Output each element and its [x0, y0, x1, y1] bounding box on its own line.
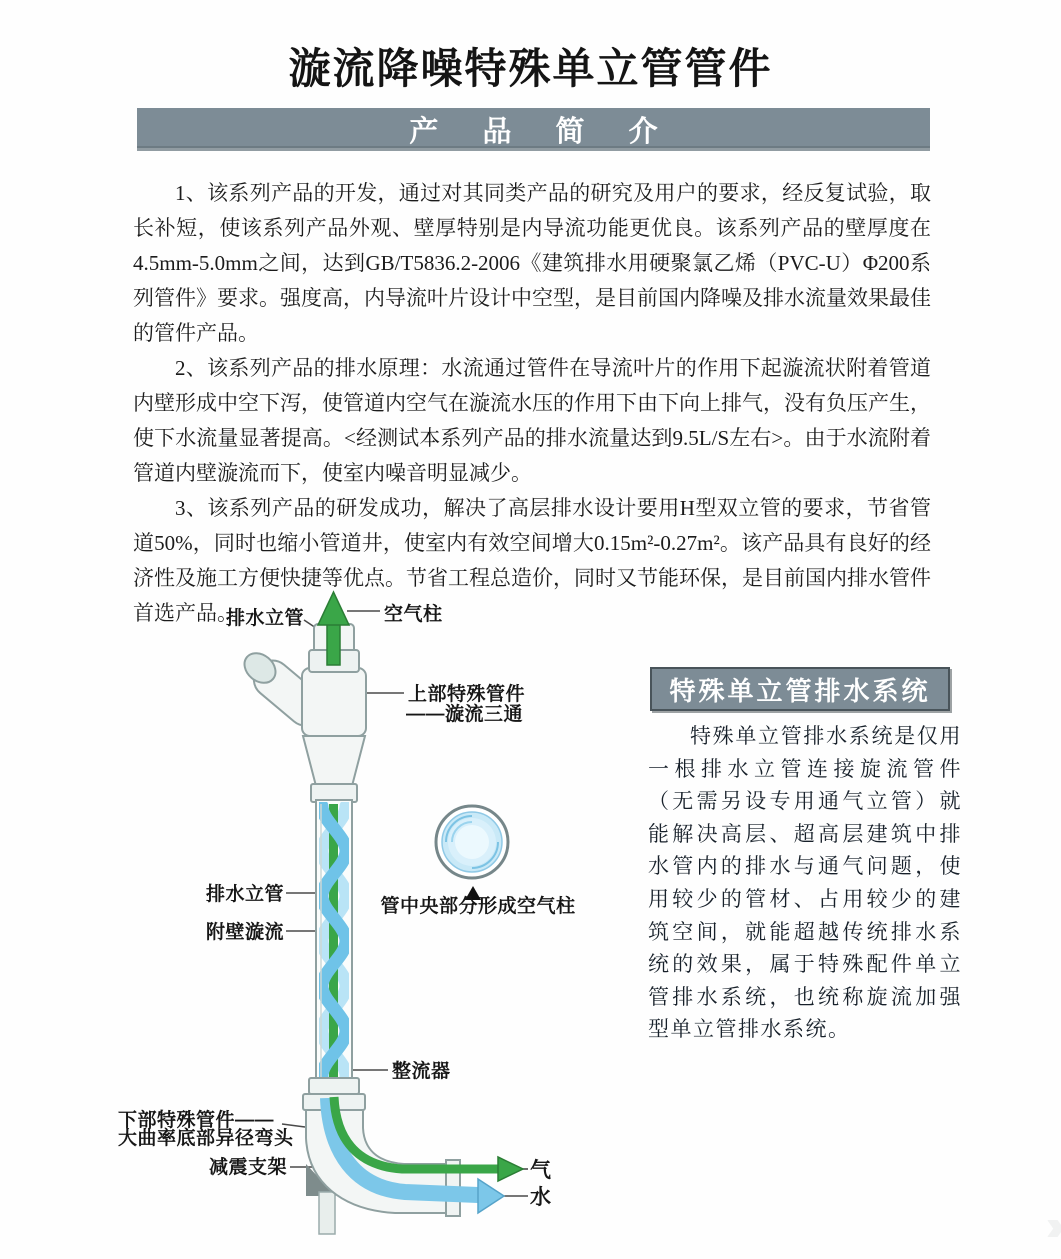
label-water: 水 [530, 1186, 551, 1209]
rectifier-coupling [309, 1078, 359, 1094]
pipe-diagram [100, 580, 620, 1259]
product-intro-banner-label: 产 品 简 介 [409, 116, 676, 148]
label-standpipe-top: 排水立管 [225, 608, 304, 629]
label-upper-fitting-line1: 上部特殊管件 [408, 684, 526, 705]
label-lower-fitting-line2: 大曲率底部异径弯头 [118, 1128, 294, 1149]
label-upper-fitting-line2: ——漩流三通 [406, 704, 524, 725]
watermark-chevron-icon: ›› [1045, 1201, 1055, 1250]
product-intro-banner [137, 108, 930, 151]
label-gas: 气 [530, 1159, 551, 1182]
label-cross-section-caption: 管中央部分形成空气柱 [380, 896, 576, 917]
label-air-column: 空气柱 [384, 604, 443, 625]
pipe-cross-section [436, 806, 508, 900]
water-arrowhead [478, 1179, 504, 1213]
paragraph-2: 2、该系列产品的排水原理：水流通过管件在导流叶片的作用下起漩流状附着管道内壁形成中空下泻，使管道内空气在漩流水压的作用下由下向上排气，没有负压产生，使下水流量显著提高。<经测试本系列产品的排水流量达到9.5L/S左右>。由于水流附着管道内壁漩流而下，使室内噪音明显减少。 [133, 356, 931, 485]
label-standpipe-mid: 排水立管 [205, 884, 284, 905]
label-shock-bracket: 减震支架 [208, 1157, 287, 1178]
swirl-tee-fitting [239, 624, 366, 802]
side-panel-body: 特殊单立管排水系统是仅用一根排水立管连接旋流管件（无需另设专用通气立管）就能解决高层、超高层建筑中排水管内的排水与通气问题，使用较少的管材、占用较少的建筑空间，就能超越传统排水系统的效果，属于特殊配件单立管排水系统，也统称旋流加强型单立管排水系统。 [648, 724, 962, 1042]
label-rectifier: 整流器 [392, 1061, 451, 1082]
paragraph-1: 1、该系列产品的开发，通过对其同类产品的研究及用户的要求，经反复试验，取长补短，使该系列产品外观、壁厚特别是内导流功能更优良。该系列产品的壁厚度在4.5mm-5.0mm之间，达到GB/T5836.2-2006《建筑排水用硬聚氯乙烯（PVC-U）Φ200系列管件》要求。强度高，内导流叶片设计中空型，是目前国内降噪及排水流量效果最佳的管件产品。 [133, 181, 931, 345]
side-panel-header-label: 特殊单立管排水系统 [669, 675, 931, 706]
reducer-cone [303, 736, 365, 786]
paragraph-3: 3、该系列产品的研发成功，解决了高层排水设计要用H型双立管的要求，节省管道50%，同时也缩小管道井，使室内有效空间增大0.15m²-0.27m²。该产品具有良好的经济性及施工方便快捷等优点。节省工程总造价，同时又节能环保，是目前国内排水管件首选产品。 [133, 496, 931, 625]
gas-arrowhead [498, 1157, 523, 1181]
shock-bracket-strap [319, 1192, 335, 1234]
label-lower-fitting-line1: 下部特殊管件—— [118, 1110, 275, 1131]
intro-text-block [133, 176, 931, 631]
side-panel-header-banner [650, 667, 950, 711]
vertical-standpipe [303, 800, 365, 1110]
bottom-elbow [306, 1097, 523, 1234]
label-wall-swirl: 附壁漩流 [205, 922, 284, 943]
page-title: 漩流降噪特殊单立管管件 [288, 47, 773, 93]
